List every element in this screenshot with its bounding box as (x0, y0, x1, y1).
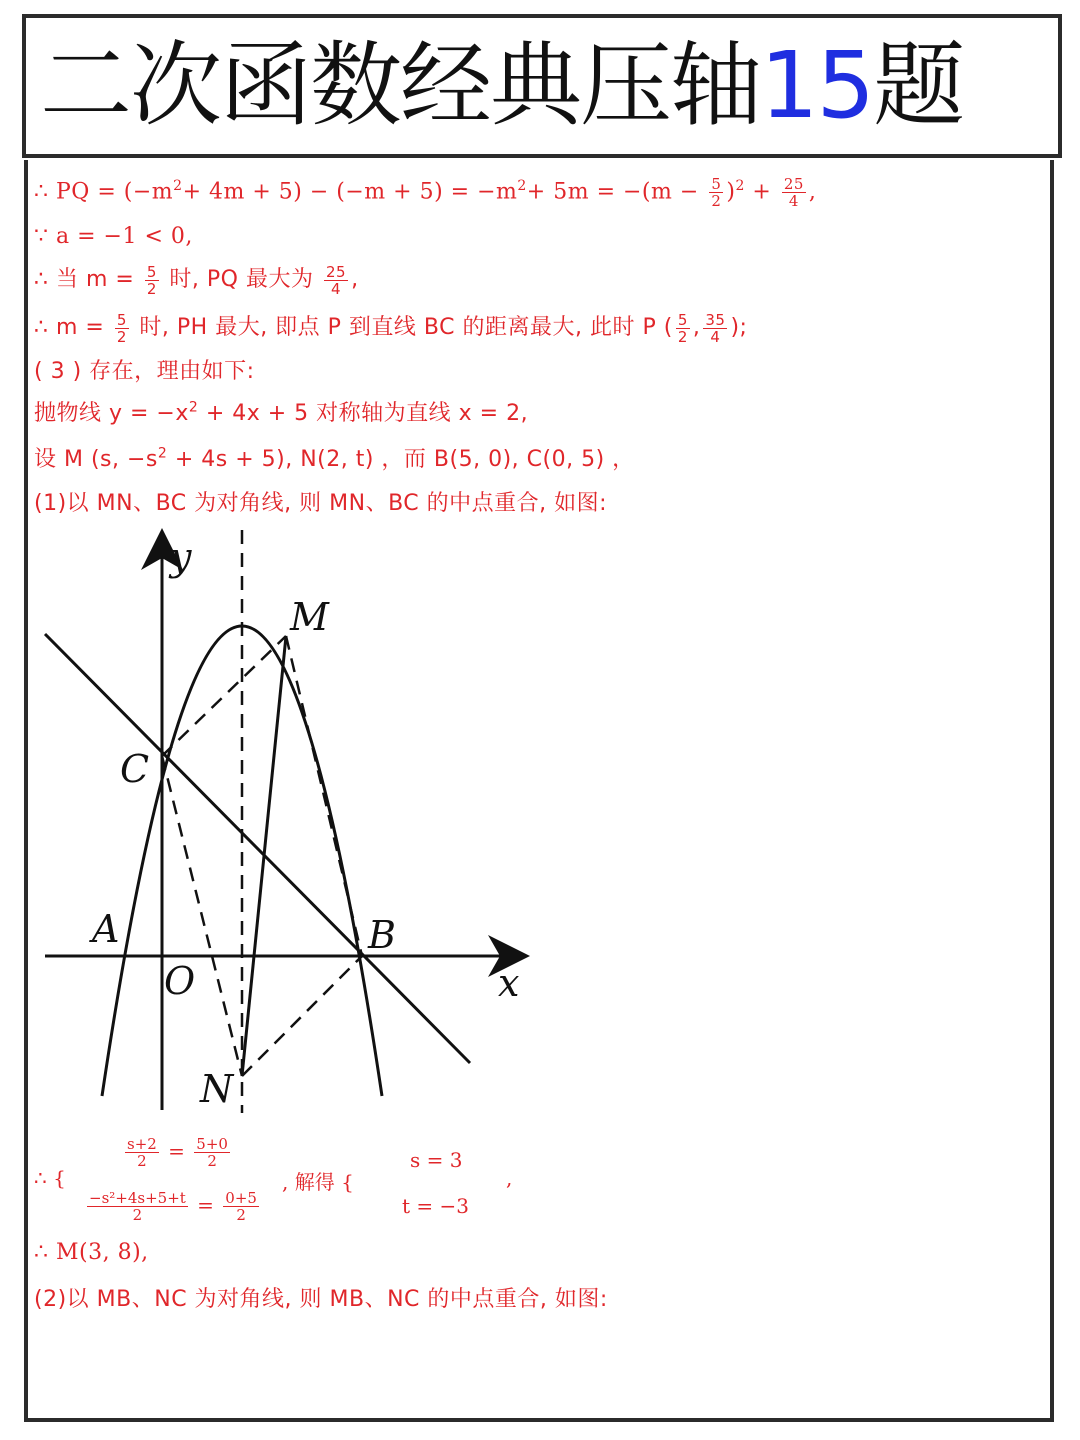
solution-line-6: 抛物线 $y = -x^2 + 4x + 5$ 对称轴为直线 x = 2, (34, 399, 529, 426)
title-main: 二次函数经典压轴 (40, 32, 761, 139)
title-number: 15 (760, 32, 874, 139)
solution-line-9: ∴ M(3, 8), (34, 1240, 149, 1265)
page-title (40, 28, 963, 144)
label-m: M (290, 595, 329, 639)
solution-line-5: ( 3 ) 存在，理由如下: (34, 359, 255, 384)
fraction: $\frac{5}{2}$ (711, 175, 722, 210)
system-row-1: $\frac{s+2}{2}$ = $\frac{5+0}{2}$ (127, 1135, 228, 1170)
system-therefore: ∴ { (34, 1166, 66, 1190)
solution-line-4: ∴ m = $\frac{5}{2}$ 时, PH 最大, 即点 P 到直线 BC 的距离最大, 此时 P ( $\frac{5}{2}$ , $\frac{35}{4}$ ); (34, 310, 748, 346)
solution-line-1: ∴ PQ = $(-m^2+ 4m + 5) - (-m + 5) = -m^2+ 5m = -(m$ − $\frac{5}{2}$ )$^2$ + $\frac{25}{4}$ , (34, 175, 817, 210)
line-bc (45, 634, 470, 1063)
parabola-figure (40, 528, 530, 1118)
system-row-2: $\frac{\text{−s²+4s+5+t}}{2}$ = $\frac{0+5}{2}$ (89, 1189, 257, 1224)
solution-line-2: ∵ a = −1 < 0, (34, 224, 193, 249)
segment-nb (242, 956, 362, 1076)
solution-line-3: ∴ 当 m = $\frac{5}{2}$ 时, PQ 最大为 $\frac{25}{4}$ , (34, 262, 359, 298)
segment-mn (242, 636, 286, 1076)
label-b: B (368, 913, 396, 957)
label-a: A (92, 907, 120, 951)
label-x: x (498, 961, 520, 1005)
segment-cn (162, 756, 242, 1076)
solution-line-7: 设 M (s, $-s^2 + 4s + 5$), N(2, t) ，而 B(5, 0), C(0, 5) ， (34, 445, 635, 472)
title-box (22, 14, 1062, 158)
segment-cm (162, 636, 286, 756)
label-y: y (170, 535, 192, 579)
label-n: N (200, 1067, 234, 1111)
label-o: O (164, 959, 196, 1003)
title-suffix: 题 (873, 32, 964, 139)
solution-t: t = −3 (402, 1194, 469, 1218)
solution-line-8: (1)以 MN、BC 为对角线, 则 MN、BC 的中点重合, 如图: (34, 491, 608, 516)
fraction: $\frac{25}{4}$ (783, 175, 804, 210)
solution-s: s = 3 (410, 1148, 463, 1172)
system-end: , (506, 1166, 513, 1190)
system-solve: , 解得 { (282, 1170, 354, 1194)
solution-line-10: (2)以 MB、NC 为对角线, 则 MB、NC 的中点重合, 如图: (34, 1287, 608, 1312)
label-c: C (120, 747, 150, 791)
segment-mb (286, 636, 362, 956)
